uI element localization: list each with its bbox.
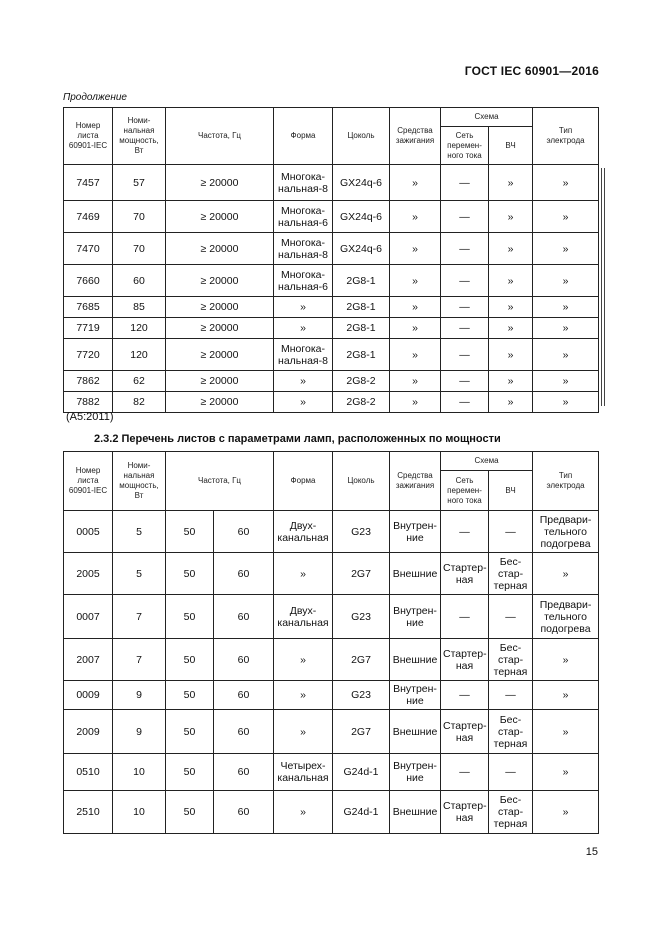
base-cell: 2G7 (333, 710, 390, 754)
shape-cell: » (274, 791, 333, 834)
table-row (64, 297, 599, 318)
hf-cell: » (489, 297, 533, 318)
base-cell: 2G7 (333, 553, 390, 595)
margin-rule (601, 168, 602, 406)
mains-cell: — (441, 392, 489, 413)
ignition-cell: Внешние (390, 639, 441, 681)
header-base: Цоколь (333, 108, 390, 165)
frequency-cell: 50 (166, 553, 214, 595)
frequency-cell: 60 (214, 639, 274, 681)
hf-cell: » (489, 371, 533, 392)
margin-rule (604, 168, 605, 406)
table-row (64, 639, 599, 681)
table-row (64, 165, 599, 201)
power-cell: 5 (113, 511, 166, 553)
electrode-cell: » (533, 233, 599, 265)
electrode-cell: » (533, 318, 599, 339)
mains-cell: Стартер- ная (441, 710, 489, 754)
power-cell: 70 (113, 233, 166, 265)
header-scheme: Схема (441, 108, 533, 127)
page-number: 15 (585, 846, 598, 858)
electrode-cell: » (533, 681, 599, 710)
hf-cell: » (489, 265, 533, 297)
shape-cell: » (274, 710, 333, 754)
table-row (64, 201, 599, 233)
shape-cell: » (274, 371, 333, 392)
header-mains: Сеть перемен- ного тока (441, 127, 489, 165)
mains-cell: Стартер- ная (441, 791, 489, 834)
frequency-cell: 60 (214, 553, 274, 595)
power-cell: 57 (113, 165, 166, 201)
mains-cell: — (441, 595, 489, 639)
table-row (64, 553, 599, 595)
mains-cell: — (441, 318, 489, 339)
base-cell: GX24q-6 (333, 201, 390, 233)
power-cell: 9 (113, 681, 166, 710)
mains-cell: — (441, 511, 489, 553)
mains-cell: — (441, 201, 489, 233)
frequency-cell: 60 (214, 791, 274, 834)
frequency-cell: ≥ 20000 (166, 318, 274, 339)
power-cell: 85 (113, 297, 166, 318)
header-power: Номи- нальная мощность, Вт (113, 452, 166, 511)
lamp-sheets-by-power-table (63, 451, 599, 834)
frequency-cell: 60 (214, 710, 274, 754)
hf-cell: — (489, 511, 533, 553)
sheet-cell: 2007 (64, 639, 113, 681)
table-row (64, 681, 599, 710)
frequency-cell: 60 (214, 754, 274, 791)
shape-cell: Двух- канальная (274, 595, 333, 639)
table-row (64, 754, 599, 791)
header-electrode: Тип электрода (533, 108, 599, 165)
header-hf: ВЧ (489, 471, 533, 511)
electrode-cell: » (533, 639, 599, 681)
ignition-cell: » (390, 371, 441, 392)
header-base: Цоколь (333, 452, 390, 511)
electrode-cell: » (533, 165, 599, 201)
ignition-cell: Внутрен- ние (390, 754, 441, 791)
ignition-cell: » (390, 318, 441, 339)
base-cell: GX24q-6 (333, 233, 390, 265)
sheet-cell: 7469 (64, 201, 113, 233)
header-ignition: Средства зажигания (390, 452, 441, 511)
ignition-cell: » (390, 392, 441, 413)
sheet-cell: 0510 (64, 754, 113, 791)
ignition-cell: » (390, 265, 441, 297)
ignition-cell: » (390, 297, 441, 318)
base-cell: G23 (333, 595, 390, 639)
sheet-cell: 7660 (64, 265, 113, 297)
table-row (64, 318, 599, 339)
mains-cell: — (441, 297, 489, 318)
amendment-note: (A5:2011) (66, 411, 114, 423)
ignition-cell: Внешние (390, 710, 441, 754)
table-row (64, 371, 599, 392)
ignition-cell: Внутрен- ние (390, 511, 441, 553)
header-ignition: Средства зажигания (390, 108, 441, 165)
hf-cell: Бес- стар- терная (489, 639, 533, 681)
power-cell: 62 (113, 371, 166, 392)
hf-cell: » (489, 233, 533, 265)
hf-cell: — (489, 595, 533, 639)
header-frequency: Частота, Гц (166, 108, 274, 165)
electrode-cell: » (533, 265, 599, 297)
table-row (64, 233, 599, 265)
ignition-cell: Внешние (390, 553, 441, 595)
table-row (64, 791, 599, 834)
table-row (64, 339, 599, 371)
hf-cell: Бес- стар- терная (489, 553, 533, 595)
power-cell: 82 (113, 392, 166, 413)
shape-cell: » (274, 553, 333, 595)
header-mains: Сеть перемен- ного тока (441, 471, 489, 511)
frequency-cell: ≥ 20000 (166, 165, 274, 201)
base-cell: 2G8-1 (333, 339, 390, 371)
frequency-cell: 50 (166, 595, 214, 639)
header-sheet-number: Номер листа 60901-IEC (64, 108, 113, 165)
shape-cell: Многока- нальная-8 (274, 339, 333, 371)
continuation-label: Продолжение (63, 92, 127, 103)
ignition-cell: » (390, 201, 441, 233)
header-shape: Форма (274, 108, 333, 165)
sheet-cell: 2009 (64, 710, 113, 754)
sheet-cell: 7720 (64, 339, 113, 371)
electrode-cell: » (533, 297, 599, 318)
sheet-cell: 7719 (64, 318, 113, 339)
power-cell: 7 (113, 595, 166, 639)
table2-body (64, 511, 599, 834)
header-shape: Форма (274, 452, 333, 511)
ignition-cell: Внутрен- ние (390, 595, 441, 639)
mains-cell: — (441, 265, 489, 297)
shape-cell: Многока- нальная-6 (274, 265, 333, 297)
table-row (64, 265, 599, 297)
power-cell: 10 (113, 791, 166, 834)
frequency-cell: 50 (166, 639, 214, 681)
shape-cell: Двух- канальная (274, 511, 333, 553)
hf-cell: » (489, 201, 533, 233)
frequency-cell: ≥ 20000 (166, 233, 274, 265)
sheet-cell: 0007 (64, 595, 113, 639)
mains-cell: Стартер- ная (441, 553, 489, 595)
frequency-cell: 50 (166, 754, 214, 791)
electrode-cell: Предвари- тельного подогрева (533, 595, 599, 639)
hf-cell: » (489, 339, 533, 371)
shape-cell: » (274, 318, 333, 339)
hf-cell: Бес- стар- терная (489, 791, 533, 834)
electrode-cell: » (533, 371, 599, 392)
header-scheme: Схема (441, 452, 533, 471)
power-cell: 9 (113, 710, 166, 754)
sheet-cell: 0009 (64, 681, 113, 710)
ignition-cell: » (390, 165, 441, 201)
ignition-cell: Внутрен- ние (390, 681, 441, 710)
mains-cell: Стартер- ная (441, 639, 489, 681)
power-cell: 70 (113, 201, 166, 233)
frequency-cell: ≥ 20000 (166, 339, 274, 371)
mains-cell: — (441, 339, 489, 371)
hf-cell: Бес- стар- терная (489, 710, 533, 754)
hf-cell: » (489, 318, 533, 339)
electrode-cell: Предвари- тельного подогрева (533, 511, 599, 553)
frequency-cell: ≥ 20000 (166, 201, 274, 233)
frequency-cell: 50 (166, 710, 214, 754)
shape-cell: Многока- нальная-6 (274, 201, 333, 233)
power-cell: 5 (113, 553, 166, 595)
header-sheet-number: Номер листа 60901-IEC (64, 452, 113, 511)
electrode-cell: » (533, 710, 599, 754)
hf-cell: — (489, 754, 533, 791)
shape-cell: » (274, 392, 333, 413)
table1-body (64, 165, 599, 413)
shape-cell: Многока- нальная-8 (274, 165, 333, 201)
frequency-cell: 50 (166, 681, 214, 710)
document-header: ГОСТ IEC 60901—2016 (464, 64, 599, 78)
frequency-cell: ≥ 20000 (166, 297, 274, 318)
shape-cell: » (274, 297, 333, 318)
header-power: Номи- нальная мощность, Вт (113, 108, 166, 165)
sheet-cell: 7685 (64, 297, 113, 318)
shape-cell: Многока- нальная-8 (274, 233, 333, 265)
header-frequency: Частота, Гц (166, 452, 274, 511)
base-cell: 2G7 (333, 639, 390, 681)
mains-cell: — (441, 754, 489, 791)
sheet-cell: 7470 (64, 233, 113, 265)
base-cell: G23 (333, 511, 390, 553)
sheet-cell: 7457 (64, 165, 113, 201)
hf-cell: » (489, 165, 533, 201)
base-cell: G24d-1 (333, 754, 390, 791)
electrode-cell: » (533, 553, 599, 595)
ignition-cell: » (390, 233, 441, 265)
electrode-cell: » (533, 339, 599, 371)
power-cell: 120 (113, 318, 166, 339)
electrode-cell: » (533, 201, 599, 233)
base-cell: G24d-1 (333, 791, 390, 834)
mains-cell: — (441, 165, 489, 201)
ignition-cell: Внешние (390, 791, 441, 834)
sheet-cell: 2005 (64, 553, 113, 595)
table-row (64, 710, 599, 754)
base-cell: 2G8-1 (333, 318, 390, 339)
mains-cell: — (441, 233, 489, 265)
ignition-cell: » (390, 339, 441, 371)
electrode-cell: » (533, 791, 599, 834)
base-cell: G23 (333, 681, 390, 710)
sheet-cell: 7882 (64, 392, 113, 413)
frequency-cell: 60 (214, 595, 274, 639)
frequency-cell: 50 (166, 511, 214, 553)
table-row (64, 392, 599, 413)
frequency-cell: ≥ 20000 (166, 392, 274, 413)
base-cell: 2G8-1 (333, 265, 390, 297)
base-cell: GX24q-6 (333, 165, 390, 201)
frequency-cell: ≥ 20000 (166, 371, 274, 392)
sheet-cell: 2510 (64, 791, 113, 834)
shape-cell: » (274, 681, 333, 710)
table-row (64, 511, 599, 553)
header-hf: ВЧ (489, 127, 533, 165)
base-cell: 2G8-1 (333, 297, 390, 318)
header-electrode: Тип электрода (533, 452, 599, 511)
power-cell: 7 (113, 639, 166, 681)
hf-cell: » (489, 392, 533, 413)
frequency-cell: 60 (214, 681, 274, 710)
frequency-cell: 60 (214, 511, 274, 553)
sheet-cell: 7862 (64, 371, 113, 392)
electrode-cell: » (533, 392, 599, 413)
mains-cell: — (441, 681, 489, 710)
base-cell: 2G8-2 (333, 392, 390, 413)
mains-cell: — (441, 371, 489, 392)
lamp-sheets-table-continued (63, 107, 599, 413)
power-cell: 60 (113, 265, 166, 297)
power-cell: 120 (113, 339, 166, 371)
sheet-cell: 0005 (64, 511, 113, 553)
shape-cell: » (274, 639, 333, 681)
shape-cell: Четырех- канальная (274, 754, 333, 791)
hf-cell: — (489, 681, 533, 710)
frequency-cell: 50 (166, 791, 214, 834)
frequency-cell: ≥ 20000 (166, 265, 274, 297)
power-cell: 10 (113, 754, 166, 791)
electrode-cell: » (533, 754, 599, 791)
table-row (64, 595, 599, 639)
base-cell: 2G8-2 (333, 371, 390, 392)
section-heading: 2.3.2 Перечень листов с параметрами ламп, расположенных по мощности (94, 433, 501, 445)
